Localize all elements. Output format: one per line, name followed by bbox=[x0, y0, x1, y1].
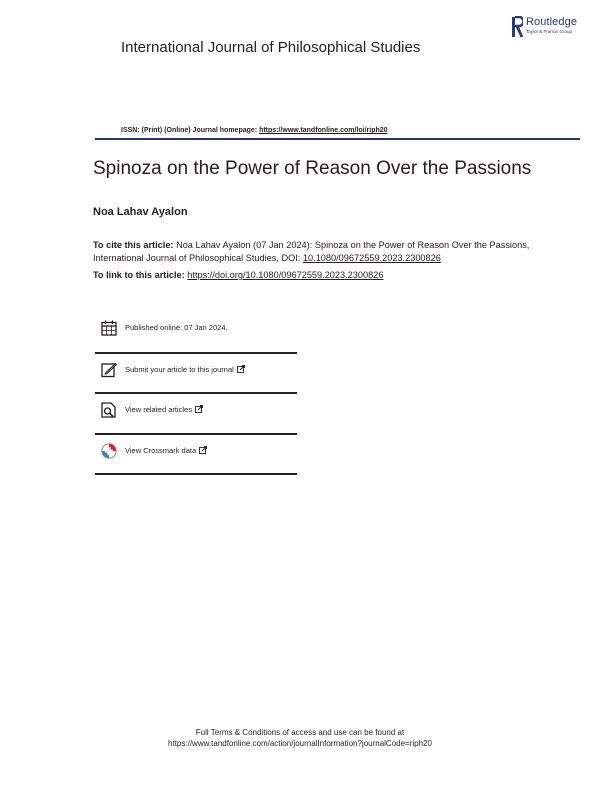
header-rule bbox=[95, 138, 580, 140]
related-articles-label: View related articles bbox=[125, 405, 192, 414]
link-label: To link to this article: bbox=[93, 270, 185, 280]
crossmark-item[interactable] bbox=[95, 431, 297, 471]
external-link-icon bbox=[237, 365, 245, 373]
journal-homepage-link[interactable]: https://www.tandfonline.com/loi/riph20 bbox=[259, 127, 388, 134]
related-articles-link[interactable] bbox=[125, 405, 203, 414]
issn-text: ISSN: (Print) (Online) Journal homepage: bbox=[121, 127, 258, 134]
crossmark-label: View Crossmark data bbox=[125, 446, 197, 455]
citation-label: To cite this article: bbox=[93, 240, 174, 250]
crossmark-icon bbox=[101, 443, 117, 459]
published-item bbox=[95, 308, 297, 348]
issn-line bbox=[121, 127, 388, 134]
article-title: Spinoza on the Power of Reason Over the Passions bbox=[93, 158, 532, 179]
routledge-logo-icon bbox=[511, 16, 523, 38]
publisher-tagline: Taylor & Francis Group bbox=[526, 29, 573, 34]
related-articles-icon bbox=[101, 402, 117, 418]
published-date: Published online: 07 Jan 2024. bbox=[125, 323, 228, 332]
divider bbox=[95, 473, 297, 475]
related-articles-item[interactable] bbox=[95, 390, 297, 430]
footer bbox=[0, 727, 600, 749]
submit-article-item[interactable] bbox=[95, 350, 297, 390]
article-author: Noa Lahav Ayalon bbox=[93, 206, 188, 218]
citation-text: Noa Lahav Ayalon (07 Jan 2024): Spinoza on the Power of Reason Over the Passions, International Journal of Philosophical Studies, DOI: bbox=[93, 240, 530, 263]
submit-article-label: Submit your article to this journal bbox=[125, 365, 234, 374]
edit-icon bbox=[101, 362, 117, 378]
footer-terms-text: Full Terms & Conditions of access and use can be found at bbox=[195, 728, 405, 737]
external-link-icon bbox=[195, 405, 203, 413]
journal-title: International Journal of Philosophical Studies bbox=[121, 39, 421, 56]
submit-article-link[interactable] bbox=[125, 365, 245, 374]
crossmark-link[interactable] bbox=[125, 446, 207, 455]
doi-link[interactable]: 10.1080/09672559.2023.2300826 bbox=[302, 252, 441, 263]
citation bbox=[93, 239, 533, 264]
article-url-link[interactable]: https://doi.org/10.1080/09672559.2023.2300826 bbox=[187, 270, 384, 280]
footer-terms-link[interactable]: https://www.tandfonline.com/action/journalInformation?journalCode=riph20 bbox=[168, 739, 432, 748]
calendar-icon bbox=[101, 320, 117, 336]
article-link-line bbox=[93, 270, 383, 280]
publisher-logo bbox=[511, 16, 591, 38]
external-link-icon bbox=[199, 446, 207, 454]
publisher-name: Routledge bbox=[526, 16, 578, 28]
